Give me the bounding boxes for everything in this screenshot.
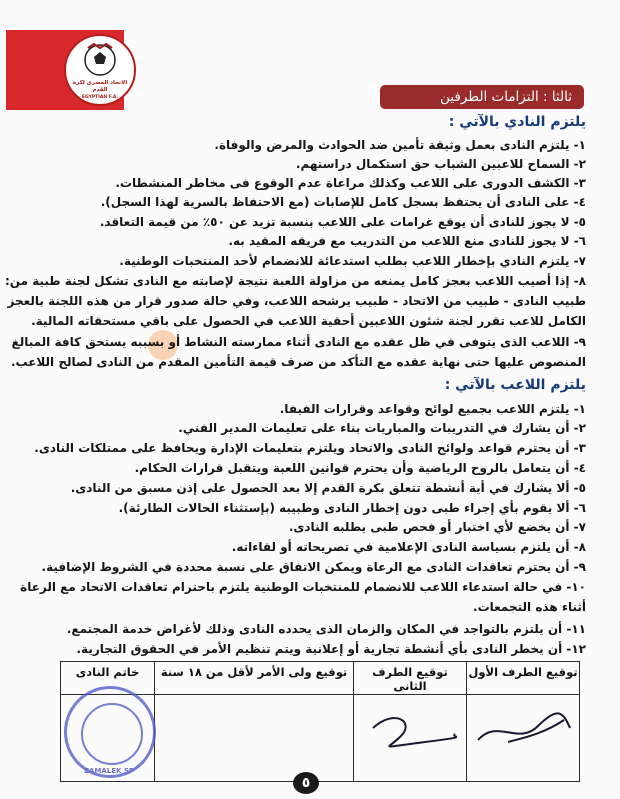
club-item: ٣- الكشف الدورى على اللاعب وكذلك مراعاة عدم الوقوع فى مخاطر المنشطات. [115,176,586,190]
second-party-signature-header: توقيع الطرف الثانى [354,662,467,695]
player-item: ٨- أن يلتزم بسياسة النادى الإعلامية في تصريحاته أو لقاءاته. [231,540,586,554]
stamp-label: ZAMALEK SP [83,767,135,775]
second-party-signature-cell [354,695,467,782]
club-item: ١- يلتزم النادى بعمل وثيقة تأمين ضد الحوادث والمرض والوفاة. [214,138,586,152]
player-item: ١١- أن يلتزم بالتواجد في المكان والزمان الذى يحدده النادى وذلك لأغراض خدمة المجتمع. [66,622,586,636]
section-title: ثالثا : التزامات الطرفين [380,85,584,109]
club-item: ٩- اللاعب الذى يتوفى في ظل عقده مع النادى أثناء ممارسته النشاط أو بسببه يستحق كافة المبالغ [11,335,586,349]
club-item-continued: المنصوص عليها حتى نهاية عقده مع التأكد من صرف قيمة التأمين المقدم من النادى لصالح اللاعب. [10,355,586,369]
player-item: ٩- أن يحترم تعاقدات النادى مع الرعاة ويمكن الاتفاق على نسبة محددة في الشروط الإضافية. [41,560,586,574]
club-item: ٢- السماح للاعبين الشباب حق استكمال دراستهم. [295,157,586,171]
signature-scribble-icon [468,698,578,758]
club-stamp-header: خاتم النادى [61,662,155,695]
player-item: ٤- أن يتعامل بالروح الرياضية وأن يحترم قوانين اللعبة ويتقبل قرارات الحكام. [134,461,586,475]
soccer-ball-icon [80,40,120,78]
club-item: ٧- يلتزم النادي بإخطار اللاعب بطلب استدعائة للانضمام لأحد المنتخبات الوطنية. [119,254,586,268]
signature-scribble-icon [355,698,465,758]
page-number: ٥ [293,772,319,794]
club-obligations-heading: يلتزم النادي بالآتي : [448,114,586,130]
logo-english-text: EGYPTIAN F.A. [81,95,119,100]
player-item: ٥- ألا يشارك في أية أنشطة تتعلق بكرة القدم إلا بعد الحصول على إذن مسبق من النادى. [70,481,586,495]
guardian-signature-cell [155,695,354,782]
player-item: ١٠- في حالة استدعاء اللاعب للانضمام للمنتخبات الوطنية يلتزم باحترام تعاقدات الاتحاد مع الرعاة [20,580,586,594]
player-item: ٦- ألا يقوم بأي إجراء طبى دون إخطار النادى وطبيبه (بإستثناء الحالات الطارئة). [118,501,586,515]
club-item-continued: الكامل للاعب تقرر لجنة شئون اللاعبين أحقية اللاعب في الحصول على باقي مستحقاته المالية. [31,314,586,328]
first-party-signature-cell [467,695,580,782]
club-item-continued: طبيب النادى - طبيب من الاتحاد - طبيب يرشحه اللاعب، وفي حالة صدور قرار من هذه اللجنة بالعجز [7,294,586,308]
club-item: ٤- على النادى أن يحتفظ بسجل كامل للإصابات (مع الاحتفاظ بالسرية لهذا السجل). [100,195,586,209]
club-item: ٨- إذا أصيب اللاعب بعجز كامل يمنعه من مزاولة اللعبة نتيجة لإصابته مع النادى تشكل لجنة طبية من: [4,274,586,288]
player-item: ٣- أن يحترم قواعد ولوائح النادى والاتحاد ويلتزم بتعليمات الإدارة ويحافظ على ممتلكات النادى. [34,441,586,455]
player-item-continued: أثناء هذه التجمعات. [473,600,586,614]
player-item: ٧- أن يخضع لأي اختبار أو فحص طبى يطلبه النادى. [288,520,586,534]
player-obligations-heading: يلتزم اللاعب بالآتي : [444,377,586,393]
player-item: ٢- أن يشارك في التدريبات والمباريات بناء على تعليمات المدير الفني. [178,421,586,435]
guardian-signature-header: توقيع ولى الأمر لأقل من ١٨ سنة [155,662,354,695]
first-party-signature-header: توقيع الطرف الأول [467,662,580,695]
player-item: ١- يلتزم اللاعب بجميع لوائح وقواعد وقرارات الفيفا. [279,402,586,416]
club-item: ٦- لا يجوز للنادى منع اللاعب من التدريب مع فريقه المقيد به. [228,234,586,248]
club-stamp [64,686,156,778]
federation-logo [64,34,136,106]
logo-arabic-text: الاتحاد المصري لكرة القدم [72,80,128,93]
stamp-inner-ring [81,703,143,765]
player-item: ١٢- أن يخطر النادى بأي أنشطة تجارية أو إعلانية ويتم تنظيم الأمر في الحقوق التجارية. [76,642,586,656]
club-item: ٥- لا يجوز للنادى أن يوقع غرامات على اللاعب بنسبة تزيد عن ٥٠٪ من قيمة التعاقد. [99,215,586,229]
